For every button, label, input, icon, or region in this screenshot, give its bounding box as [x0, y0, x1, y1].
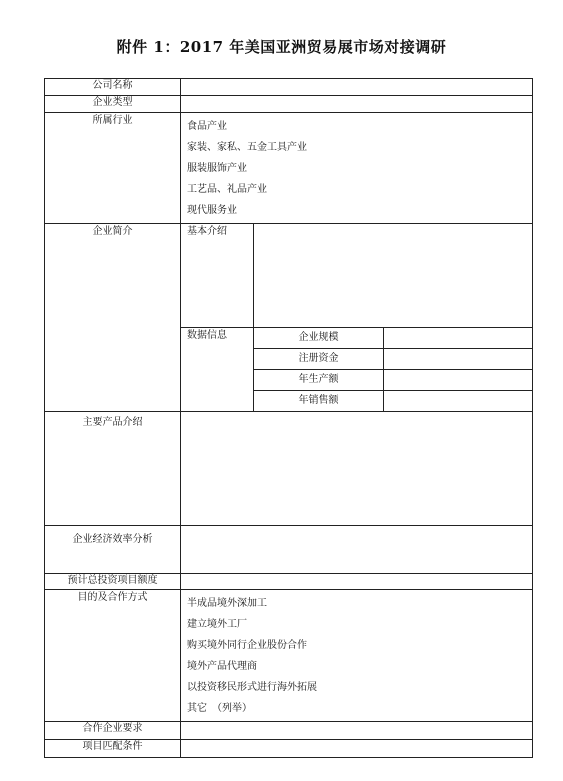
purpose-options: [181, 590, 533, 722]
economic-analysis-field[interactable]: [181, 526, 533, 574]
purpose-option[interactable]: 建立境外工厂: [187, 619, 247, 630]
main-products-field[interactable]: [181, 412, 533, 526]
table-row: [45, 224, 533, 328]
company-name-label: 公司名称: [45, 79, 181, 96]
industry-options: [181, 113, 533, 224]
basic-intro-label: 基本介绍: [181, 224, 254, 328]
company-type-label: 企业类型: [45, 96, 181, 113]
table-row: [45, 526, 533, 574]
industry-label: 所属行业: [45, 113, 181, 224]
metric-field-sales[interactable]: [384, 391, 533, 412]
metric-field-capital[interactable]: [384, 349, 533, 370]
survey-form-table: [44, 78, 533, 758]
table-row: [45, 96, 533, 113]
purpose-option[interactable]: 境外产品代理商: [187, 661, 257, 672]
document-title: 附件 1：2017 年美国亚洲贸易展市场对接调研: [116, 38, 447, 56]
purpose-label: 目的及合作方式: [45, 590, 181, 722]
data-info-label: 数据信息: [181, 328, 254, 412]
matching-conditions-field[interactable]: [181, 740, 533, 758]
table-row: [45, 722, 533, 740]
investment-amount-label: 预计总投资项目额度: [45, 574, 181, 590]
industry-option[interactable]: 服装服饰产业: [187, 163, 247, 174]
profile-label: 企业简介: [45, 224, 181, 412]
industry-option[interactable]: 工艺品、礼品产业: [187, 184, 267, 195]
industry-option[interactable]: 现代服务业: [187, 205, 237, 216]
table-row: [45, 412, 533, 526]
economic-analysis-label: 企业经济效率分析: [45, 526, 181, 574]
metric-label-production: 年生产额: [254, 370, 384, 391]
basic-intro-field[interactable]: [254, 224, 533, 328]
investment-amount-field[interactable]: [181, 574, 533, 590]
company-name-field[interactable]: [181, 79, 533, 96]
table-row: [45, 113, 533, 224]
purpose-option[interactable]: 购买境外同行企业股份合作: [187, 640, 307, 651]
main-products-label: 主要产品介绍: [45, 412, 181, 526]
matching-conditions-label: 项目匹配条件: [45, 740, 181, 758]
table-row: [45, 574, 533, 590]
industry-option[interactable]: 食品产业: [187, 121, 227, 132]
industry-option[interactable]: 家装、家私、五金工具产业: [187, 142, 307, 153]
purpose-option[interactable]: 以投资移民形式进行海外拓展: [187, 682, 317, 693]
table-row: [45, 590, 533, 722]
metric-label-scale: 企业规模: [254, 328, 384, 349]
purpose-option[interactable]: 其它 （列举）: [187, 703, 252, 714]
metric-field-scale[interactable]: [384, 328, 533, 349]
table-row: [45, 740, 533, 758]
purpose-option[interactable]: 半成品境外深加工: [187, 598, 267, 609]
table-row: [45, 79, 533, 96]
partner-requirements-label: 合作企业要求: [45, 722, 181, 740]
metric-field-production[interactable]: [384, 370, 533, 391]
company-type-field[interactable]: [181, 96, 533, 113]
metric-label-sales: 年销售额: [254, 391, 384, 412]
partner-requirements-field[interactable]: [181, 722, 533, 740]
metric-label-capital: 注册资金: [254, 349, 384, 370]
